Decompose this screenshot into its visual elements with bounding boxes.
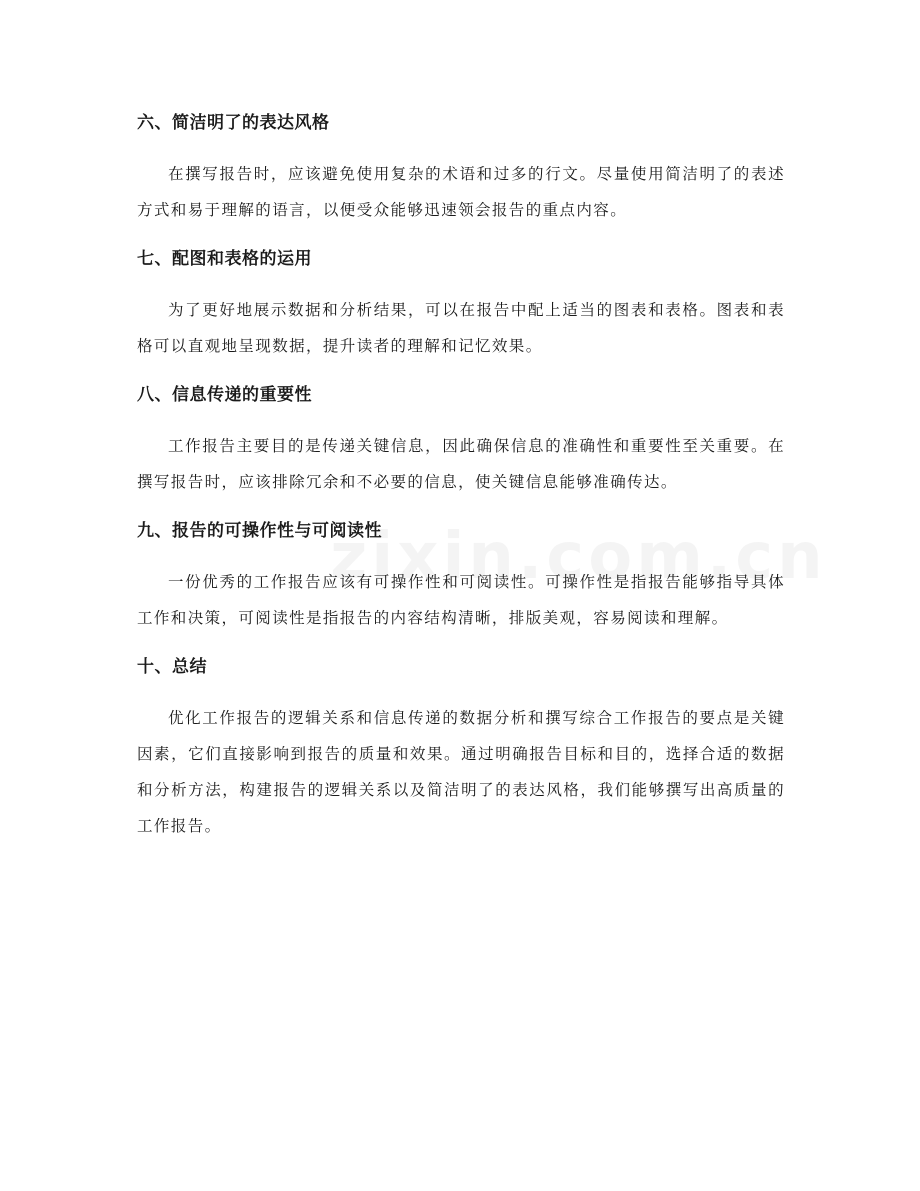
document-body (137, 110, 785, 862)
section-10 (137, 654, 785, 844)
section-heading: 七、配图和表格的运用 (137, 249, 312, 269)
section-paragraph: 在撰写报告时，应该避免使用复杂的术语和过多的行文。尽量使用简洁明了的表述方式和易于理解的语言，以便受众能够迅速领会报告的重点内容。 (137, 165, 785, 219)
section-8 (137, 382, 785, 500)
section-6 (137, 110, 785, 228)
section-heading: 十、总结 (137, 657, 207, 677)
section-paragraph: 优化工作报告的逻辑关系和信息传递的数据分析和撰写综合工作报告的要点是关键因素，它们直接影响到报告的质量和效果。通过明确报告目标和目的，选择合适的数据和分析方法，构建报告的逻辑关系以及简洁明了的表达风格，我们能够撰写出高质量的工作报告。 (137, 709, 785, 835)
section-heading: 八、信息传递的重要性 (137, 385, 312, 405)
section-paragraph: 为了更好地展示数据和分析结果，可以在报告中配上适当的图表和表格。图表和表格可以直观地呈现数据，提升读者的理解和记忆效果。 (137, 301, 785, 355)
section-heading: 六、简洁明了的表达风格 (137, 113, 330, 133)
section-paragraph: 一份优秀的工作报告应该有可操作性和可阅读性。可操作性是指报告能够指导具体工作和决策，可阅读性是指报告的内容结构清晰，排版美观，容易阅读和理解。 (137, 573, 785, 627)
section-heading: 九、报告的可操作性与可阅读性 (137, 521, 382, 541)
section-7 (137, 246, 785, 364)
section-9 (137, 518, 785, 636)
section-paragraph: 工作报告主要目的是传递关键信息，因此确保信息的准确性和重要性至关重要。在撰写报告时，应该排除冗余和不必要的信息，使关键信息能够准确传达。 (137, 437, 785, 491)
